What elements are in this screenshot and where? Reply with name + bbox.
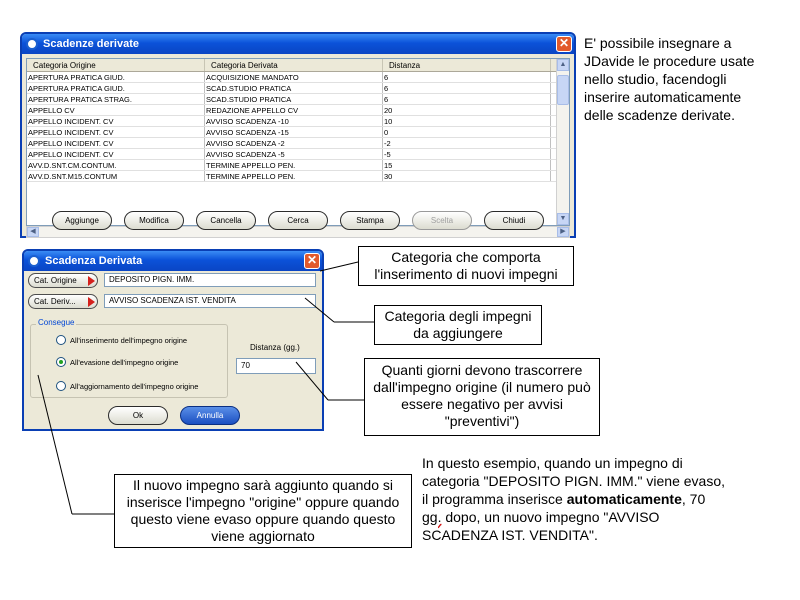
cell-origin: AVV.D.SNT.CM.CONTUM.: [27, 160, 205, 170]
intro-note: E' possibile insegnare a JDavide le procedure usate nello studio, facendogli inserire automaticamente delle scadenze derivate.: [584, 35, 755, 123]
cell-derived: SCAD.STUDIO PRATICA: [205, 94, 383, 104]
cell-derived: AVVISO SCADENZA -5: [205, 149, 383, 159]
search-button[interactable]: Cerca: [268, 211, 328, 230]
print-button[interactable]: Stampa: [340, 211, 400, 230]
cat-derived-label: Cat. Deriv...: [34, 297, 76, 306]
scroll-up-icon[interactable]: ▲: [557, 59, 569, 71]
example-text-1: In questo esempio, quando un impegno di categoria "DEPOSITO PIGN. IMM." viene evaso, il programma inserisce: [422, 455, 726, 507]
cell-distance: 20: [383, 105, 551, 115]
column-header-derived[interactable]: Categoria Derivata: [205, 59, 383, 71]
cat-origin-field[interactable]: DEPOSITO PIGN. IMM.: [104, 273, 316, 287]
scroll-down-icon[interactable]: ▼: [557, 213, 569, 225]
cell-origin: APPELLO INCIDENT. CV: [27, 127, 205, 137]
cell-distance: 6: [383, 72, 551, 82]
cell-distance: 0: [383, 127, 551, 137]
cell-distance: -2: [383, 138, 551, 148]
cell-derived: TERMINE APPELLO PEN.: [205, 160, 383, 170]
column-header-distance[interactable]: Distanza: [383, 59, 551, 71]
select-button[interactable]: Scelta: [412, 211, 472, 230]
cell-distance: 30: [383, 171, 551, 181]
cell-origin: APPELLO CV: [27, 105, 205, 115]
cell-origin: APERTURA PRATICA GIUD.: [27, 83, 205, 93]
scroll-right-icon[interactable]: ▶: [557, 227, 569, 237]
cell-derived: ACQUISIZIONE MANDATO: [205, 72, 383, 82]
cell-distance: 15: [383, 160, 551, 170]
cell-distance: 10: [383, 116, 551, 126]
example-bold: automaticamente: [566, 491, 682, 507]
window-title: Scadenze derivate: [43, 38, 139, 50]
example-note: [422, 454, 728, 544]
ok-button[interactable]: Ok: [108, 406, 168, 425]
cell-derived: AVVISO SCADENZA -10: [205, 116, 383, 126]
cell-derived: REDAZIONE APPELLO CV: [205, 105, 383, 115]
add-button[interactable]: Aggiunge: [52, 211, 112, 230]
callout-distance: Quanti giorni devono trascorrere dall'impegno origine (il numero può essere negativo per avvisi "preventivi"): [364, 358, 600, 436]
cell-distance: -5: [383, 149, 551, 159]
radio-label: All'aggiornamento dell'impegno origine: [70, 381, 199, 391]
close-button[interactable]: Chiudi: [484, 211, 544, 230]
consegue-group-label: Consegue: [38, 318, 75, 327]
dialog-title: Scadenza Derivata: [45, 255, 143, 267]
radio-label: All'evasione dell'impegno origine: [70, 357, 179, 367]
cell-origin: APPELLO INCIDENT. CV: [27, 116, 205, 126]
callout-derived-category: Categoria degli impegni da aggiungere: [374, 305, 542, 345]
cell-distance: 6: [383, 94, 551, 104]
example-text-3: dopo, un nuovo impegno "AVVISO SCADENZA IST. VENDITA".: [422, 509, 660, 543]
cell-distance: 6: [383, 83, 551, 93]
cell-derived: AVVISO SCADENZA -15: [205, 127, 383, 137]
cell-origin: APPELLO INCIDENT. CV: [27, 149, 205, 159]
cell-origin: APERTURA PRATICA STRAG.: [27, 94, 205, 104]
distance-label: Distanza (gg.): [250, 343, 300, 352]
cat-origin-label: Cat. Origine: [34, 276, 77, 285]
example-text-2: , 70: [681, 491, 706, 507]
close-icon[interactable]: ✕: [556, 36, 572, 52]
radio-label: All'inserimento dell'impegno origine: [70, 335, 188, 345]
cat-derived-field[interactable]: AVVISO SCADENZA IST. VENDITA: [104, 294, 316, 308]
column-header-origin[interactable]: Categoria Origine: [27, 59, 205, 71]
callout-origin-category: Categoria che comporta l'inserimento di nuovi impegni: [358, 246, 574, 286]
example-gg: gg.: [422, 509, 442, 525]
close-icon[interactable]: ✕: [304, 253, 320, 269]
scroll-left-icon[interactable]: ◀: [27, 227, 39, 237]
delete-button[interactable]: Cancella: [196, 211, 256, 230]
edit-button[interactable]: Modifica: [124, 211, 184, 230]
cancel-button[interactable]: Annulla: [180, 406, 240, 425]
cell-origin: APERTURA PRATICA GIUD.: [27, 72, 205, 82]
distance-field[interactable]: 70: [236, 358, 316, 374]
cell-derived: SCAD.STUDIO PRATICA: [205, 83, 383, 93]
cell-origin: APPELLO INCIDENT. CV: [27, 138, 205, 148]
cell-origin: AVV.D.SNT.M15.CONTUM: [27, 171, 205, 181]
callout-consegue: Il nuovo impegno sarà aggiunto quando si inserisce l'impegno "origine" oppure quando questo viene evaso oppure quando questo viene aggiornato: [114, 474, 412, 548]
cell-derived: AVVISO SCADENZA -2: [205, 138, 383, 148]
cell-derived: TERMINE APPELLO PEN.: [205, 171, 383, 181]
